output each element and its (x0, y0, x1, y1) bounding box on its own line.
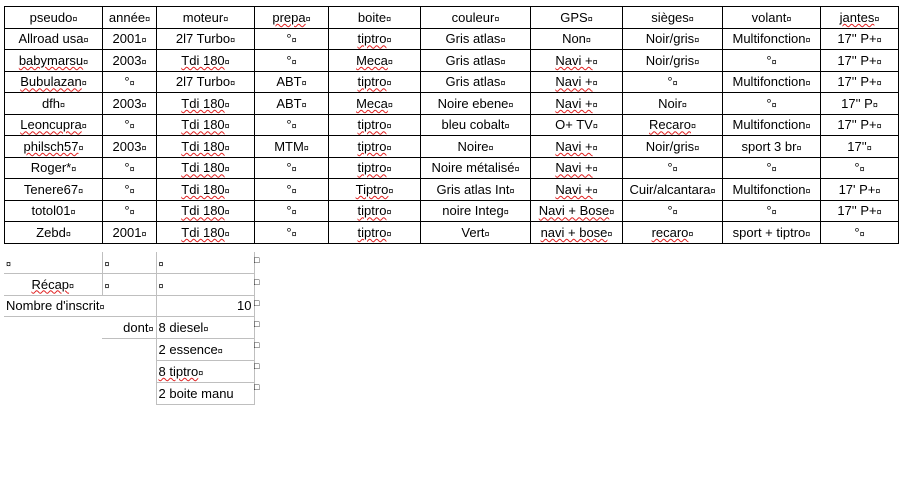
recap-table (4, 252, 255, 405)
table-cell: Gris atlas¤ (421, 71, 531, 93)
table-cell: Navi +¤ (531, 179, 623, 201)
table-cell: Noir/gris¤ (623, 28, 723, 50)
members-table (4, 6, 899, 244)
table-cell: Non¤ (531, 28, 623, 50)
cell-value: Noir/gris (645, 138, 695, 154)
cell-value: tiptro (357, 203, 387, 219)
cell-value: 2001 (112, 224, 142, 240)
table-cell: °¤ (103, 71, 157, 93)
table-cell: bleu cobalt¤ (421, 114, 531, 136)
cell-value: 17'' P (841, 95, 873, 111)
cell-value: ° (286, 181, 292, 197)
table-cell: Roger*¤ (5, 157, 103, 179)
column-header: sièges¤ (623, 7, 723, 29)
table-cell: 2001¤ (103, 28, 157, 50)
column-header-label: jantes (839, 9, 875, 25)
table-cell: Tdi 180¤ (157, 157, 255, 179)
table-row (5, 114, 899, 136)
cell-value: 2l7 Turbo (175, 31, 231, 47)
table-cell: 17''¤ (821, 136, 899, 158)
table-cell: 2001¤ (103, 222, 157, 244)
table-cell: Tdi 180¤ (157, 93, 255, 115)
cell-value: Tdi 180 (181, 117, 225, 133)
cell-value: Meca (356, 52, 388, 68)
table-cell: °¤ (255, 179, 329, 201)
table-row (5, 71, 899, 93)
table-cell: 2003¤ (103, 50, 157, 72)
table-cell: °¤ (255, 200, 329, 222)
cell-value: ° (667, 203, 673, 219)
column-header: volant¤ (723, 7, 821, 29)
table-row (5, 136, 899, 158)
cell-value: ° (286, 160, 292, 176)
recap-item-cell (156, 382, 254, 404)
table-cell: Vert¤ (421, 222, 531, 244)
table-cell: Navi +¤ (531, 50, 623, 72)
table-cell: Tdi 180¤ (157, 136, 255, 158)
table-cell: °¤ (723, 93, 821, 115)
table-cell: Gris atlas¤ (421, 50, 531, 72)
cell-value: 17' P+ (838, 181, 876, 197)
table-cell: Bubulazan¤ (5, 71, 103, 93)
cell-value: ° (766, 203, 772, 219)
table-cell: Allroad usa¤ (5, 28, 103, 50)
table-row (5, 157, 899, 179)
table-cell: °¤ (103, 200, 157, 222)
cell-value: Gris atlas (445, 52, 501, 68)
cell-value: recaro (651, 224, 689, 240)
cell-value: ° (667, 74, 673, 90)
table-cell: Noire¤ (421, 136, 531, 158)
recap-row-title (4, 273, 254, 295)
inscrits-label-cell: Nombre d'inscrit¤ (4, 295, 156, 317)
cell-value: ° (667, 160, 673, 176)
cell-value: noire Integ (442, 203, 504, 219)
column-header-label: boite (357, 9, 387, 25)
cell-value: totol01 (31, 203, 71, 219)
table-cell: °¤ (623, 200, 723, 222)
recap-title-cell: Récap¤ (4, 273, 102, 295)
table-cell: Tiptro¤ (329, 179, 421, 201)
table-cell: ABT¤ (255, 93, 329, 115)
table-cell: tiptro¤ (329, 114, 421, 136)
cell-value: Multifonction (732, 117, 806, 133)
table-cell: Noir/gris¤ (623, 50, 723, 72)
cell-value: Gris atlas Int (436, 181, 510, 197)
table-cell: noire Integ¤ (421, 200, 531, 222)
cell-value: ° (766, 160, 772, 176)
inscrits-value: 10 (237, 298, 252, 314)
table-cell: tiptro¤ (329, 157, 421, 179)
table-cell: Tdi 180¤ (157, 50, 255, 72)
cell-value: tiptro (357, 224, 387, 240)
table-cell: Navi +¤ (531, 71, 623, 93)
cell-value: Gris atlas (445, 74, 501, 90)
column-header-label: volant (751, 9, 787, 25)
row-end-mark: □ (254, 319, 260, 329)
cell-value: 2l7 Turbo (175, 74, 231, 90)
cell-value: Tdi 180 (181, 160, 225, 176)
column-header: boite¤ (329, 7, 421, 29)
cell-value: Noire métalisé (431, 160, 515, 176)
table-cell: 2l7 Turbo¤ (157, 71, 255, 93)
table-cell: O+ TV¤ (531, 114, 623, 136)
row-end-mark: □ (254, 340, 260, 350)
table-cell: Gris atlas¤ (421, 28, 531, 50)
table-cell: Navi +¤ (531, 136, 623, 158)
cell-value: tiptro (357, 74, 387, 90)
table-cell: 17'' P+¤ (821, 200, 899, 222)
table-cell: Multifonction¤ (723, 179, 821, 201)
cell-value: 17'' P+ (837, 203, 877, 219)
cell-value: Navi + (555, 52, 593, 68)
cell-value: Tdi 180 (181, 203, 225, 219)
table-row (5, 50, 899, 72)
cell-value: MTM (274, 138, 304, 154)
cell-value: Noire (457, 138, 489, 154)
cell-value: ° (766, 52, 772, 68)
table-cell: °¤ (623, 71, 723, 93)
column-header: année¤ (103, 7, 157, 29)
table-cell: Tdi 180¤ (157, 200, 255, 222)
cell-value: tiptro (357, 117, 387, 133)
cell-value: sport + tiptro (732, 224, 806, 240)
table-cell: °¤ (821, 157, 899, 179)
cell-value: O+ TV (555, 117, 593, 133)
cell-value: Recaro (649, 117, 691, 133)
recap-cell: ¤ (156, 252, 254, 273)
cell-value: Navi + (555, 74, 593, 90)
cell-value: ° (854, 224, 860, 240)
column-header-label: sièges (651, 9, 689, 25)
recap-row-item (4, 382, 254, 404)
table-cell: 2003¤ (103, 93, 157, 115)
table-row (5, 28, 899, 50)
table-cell: 17'' P+¤ (821, 50, 899, 72)
column-header-label: prepa (272, 9, 306, 25)
table-cell: Multifonction¤ (723, 71, 821, 93)
table-cell: °¤ (255, 114, 329, 136)
inscrits-value-cell (156, 295, 254, 317)
row-end-mark: □ (254, 382, 260, 392)
cell-value: Tdi 180 (181, 52, 225, 68)
table-cell: Navi + Bose¤ (531, 200, 623, 222)
cell-value: 17'' P+ (837, 31, 877, 47)
column-header-label: moteur (182, 9, 224, 25)
table-cell: philsch57¤ (5, 136, 103, 158)
cell-value: Roger* (30, 160, 72, 176)
recap-cell: ¤ (156, 273, 254, 295)
table-row (5, 200, 899, 222)
recap-item: 2 boite manu (158, 385, 234, 401)
table-cell: babymarsu¤ (5, 50, 103, 72)
recap-title: Récap (31, 276, 70, 292)
table-cell: °¤ (255, 157, 329, 179)
cell-value: Noire ebene (437, 95, 509, 111)
table-cell: °¤ (103, 179, 157, 201)
table-cell: Recaro¤ (623, 114, 723, 136)
table-cell: tiptro¤ (329, 136, 421, 158)
cell-value: ° (766, 95, 772, 111)
recap-item: 8 diesel (158, 320, 204, 336)
table-cell: navi + bose¤ (531, 222, 623, 244)
cell-value: Tiptro (355, 181, 389, 197)
recap-row-item (4, 360, 254, 382)
cell-value: ° (286, 224, 292, 240)
cell-value: 2003 (112, 52, 142, 68)
cell-value: ° (124, 181, 130, 197)
cell-value: ° (286, 52, 292, 68)
table-cell: sport + tiptro¤ (723, 222, 821, 244)
table-cell: Tdi 180¤ (157, 114, 255, 136)
cell-value: philsch57 (23, 138, 79, 154)
recap-cell: ¤ (102, 252, 156, 273)
cell-value: Non (562, 31, 586, 47)
cell-value: ° (286, 117, 292, 133)
cell-value: Multifonction (732, 31, 806, 47)
column-header-label: couleur (451, 9, 495, 25)
column-header: GPS¤ (531, 7, 623, 29)
table-row (5, 93, 899, 115)
recap-cell: ¤ (102, 273, 156, 295)
cell-value: tiptro (357, 138, 387, 154)
cell-value: Navi + (555, 95, 593, 111)
recap-item-cell: 8 tiptro¤ (156, 360, 254, 382)
table-cell: Gris atlas Int¤ (421, 179, 531, 201)
column-header: couleur¤ (421, 7, 531, 29)
cell-value: Tdi 180 (181, 95, 225, 111)
table-cell: 2003¤ (103, 136, 157, 158)
table-cell: Noire ebene¤ (421, 93, 531, 115)
table-cell: sport 3 br¤ (723, 136, 821, 158)
cell-value: Allroad usa (18, 31, 84, 47)
table-cell: °¤ (723, 200, 821, 222)
cell-value: Vert (461, 224, 485, 240)
table-cell: MTM¤ (255, 136, 329, 158)
table-cell: Navi +¤ (531, 157, 623, 179)
column-header: pseudo¤ (5, 7, 103, 29)
table-cell: tiptro¤ (329, 200, 421, 222)
recap-row-dont (4, 317, 254, 339)
table-cell: °¤ (103, 114, 157, 136)
cell-value: Tdi 180 (181, 138, 225, 154)
cell-value: babymarsu (18, 52, 84, 68)
table-cell: Leoncupra¤ (5, 114, 103, 136)
cell-value: ABT (276, 95, 302, 111)
cell-value: 17'' P+ (837, 52, 877, 68)
table-cell: °¤ (255, 28, 329, 50)
cell-value: tiptro (357, 160, 387, 176)
row-end-mark: □ (254, 361, 260, 371)
cell-value: Leoncupra (20, 117, 82, 133)
table-cell: Noir/gris¤ (623, 136, 723, 158)
table-cell: Meca¤ (329, 50, 421, 72)
cell-value: Noir/gris (645, 31, 695, 47)
cell-value: Navi + (555, 138, 593, 154)
cell-value: Multifonction (732, 74, 806, 90)
cell-value: Tenere67 (23, 181, 79, 197)
column-header-label: pseudo (29, 9, 73, 25)
column-header: moteur¤ (157, 7, 255, 29)
cell-value: ° (124, 203, 130, 219)
recap-row-item (4, 339, 254, 361)
cell-value: Multifonction (732, 181, 806, 197)
column-header-label: année (108, 9, 146, 25)
dont-label: dont (123, 320, 149, 336)
table-cell: 17' P+¤ (821, 179, 899, 201)
table-cell: 17'' P+¤ (821, 71, 899, 93)
table-cell: Multifonction¤ (723, 28, 821, 50)
cell-value: Noir/gris (645, 52, 695, 68)
table-cell: Meca¤ (329, 93, 421, 115)
cell-value: 2001 (112, 31, 142, 47)
cell-value: ° (124, 117, 130, 133)
row-end-mark: □ (254, 255, 260, 265)
table-cell: recaro¤ (623, 222, 723, 244)
table-cell: Tdi 180¤ (157, 222, 255, 244)
table-cell: 17'' P+¤ (821, 28, 899, 50)
column-header-label: GPS (560, 9, 588, 25)
cell-value: Tdi 180 (181, 224, 225, 240)
table-cell: °¤ (255, 222, 329, 244)
table-cell: Navi +¤ (531, 93, 623, 115)
cell-value: 17'' P+ (837, 74, 877, 90)
table-cell: Tdi 180¤ (157, 179, 255, 201)
cell-value: Navi + (555, 181, 593, 197)
table-cell: dfh¤ (5, 93, 103, 115)
table-cell: °¤ (623, 157, 723, 179)
cell-value: Navi + (555, 160, 593, 176)
table-cell: totol01¤ (5, 200, 103, 222)
cell-value: 17'' (847, 138, 867, 154)
cell-value: Zebd (36, 224, 66, 240)
cell-value: sport 3 br (741, 138, 797, 154)
cell-value: 2003 (112, 95, 142, 111)
cell-value: ° (286, 203, 292, 219)
recap-item: 8 tiptro (158, 363, 199, 379)
table-cell: 17'' P¤ (821, 93, 899, 115)
cell-value: ABT (276, 74, 302, 90)
table-cell: °¤ (723, 157, 821, 179)
cell-value: 17'' P+ (837, 117, 877, 133)
recap-row-inscrits (4, 295, 254, 317)
cell-value: ° (854, 160, 860, 176)
table-cell: Noir¤ (623, 93, 723, 115)
table-cell: 17'' P+¤ (821, 114, 899, 136)
table-cell: tiptro¤ (329, 222, 421, 244)
table-cell: °¤ (723, 50, 821, 72)
table-row (5, 179, 899, 201)
cell-value: tiptro (357, 31, 387, 47)
cell-value: ° (124, 74, 130, 90)
table-cell: Noire métalisé¤ (421, 157, 531, 179)
table-cell: Zebd¤ (5, 222, 103, 244)
recap-item-cell: 8 diesel¤ (156, 317, 254, 339)
cell-value: bleu cobalt (441, 117, 505, 133)
row-end-mark: □ (254, 298, 260, 308)
cell-value: Tdi 180 (181, 181, 225, 197)
cell-value: 2003 (112, 138, 142, 154)
cell-value: Navi + Bose (538, 203, 610, 219)
table-cell: tiptro¤ (329, 28, 421, 50)
cell-value: Noir (658, 95, 682, 111)
table-cell: °¤ (103, 157, 157, 179)
cell-value: navi + bose (540, 224, 608, 240)
table-row (5, 222, 899, 244)
table-cell: Multifonction¤ (723, 114, 821, 136)
table-cell: tiptro¤ (329, 71, 421, 93)
table-cell: ABT¤ (255, 71, 329, 93)
cell-value: Cuir/alcantara (629, 181, 711, 197)
recap-row-empty (4, 252, 254, 273)
table-cell: °¤ (821, 222, 899, 244)
cell-value: ° (124, 160, 130, 176)
row-end-mark: □ (254, 277, 260, 287)
dont-label-cell: dont¤ (102, 317, 156, 339)
table-cell: °¤ (255, 50, 329, 72)
cell-value: Bubulazan (20, 74, 82, 90)
cell-value: Gris atlas (445, 31, 501, 47)
column-header: prepa¤ (255, 7, 329, 29)
table-cell: 2l7 Turbo¤ (157, 28, 255, 50)
table-cell: Tenere67¤ (5, 179, 103, 201)
cell-value: Meca (356, 95, 388, 111)
cell-value: dfh (41, 95, 61, 111)
header-row (5, 7, 899, 29)
recap-item-cell: 2 essence¤ (156, 339, 254, 361)
column-header: jantes¤ (821, 7, 899, 29)
table-cell: Cuir/alcantara¤ (623, 179, 723, 201)
recap-cell: ¤ (4, 252, 102, 273)
inscrits-label: Nombre d'inscrit (6, 298, 100, 314)
cell-value: ° (286, 31, 292, 47)
recap-item: 2 essence (158, 342, 218, 358)
